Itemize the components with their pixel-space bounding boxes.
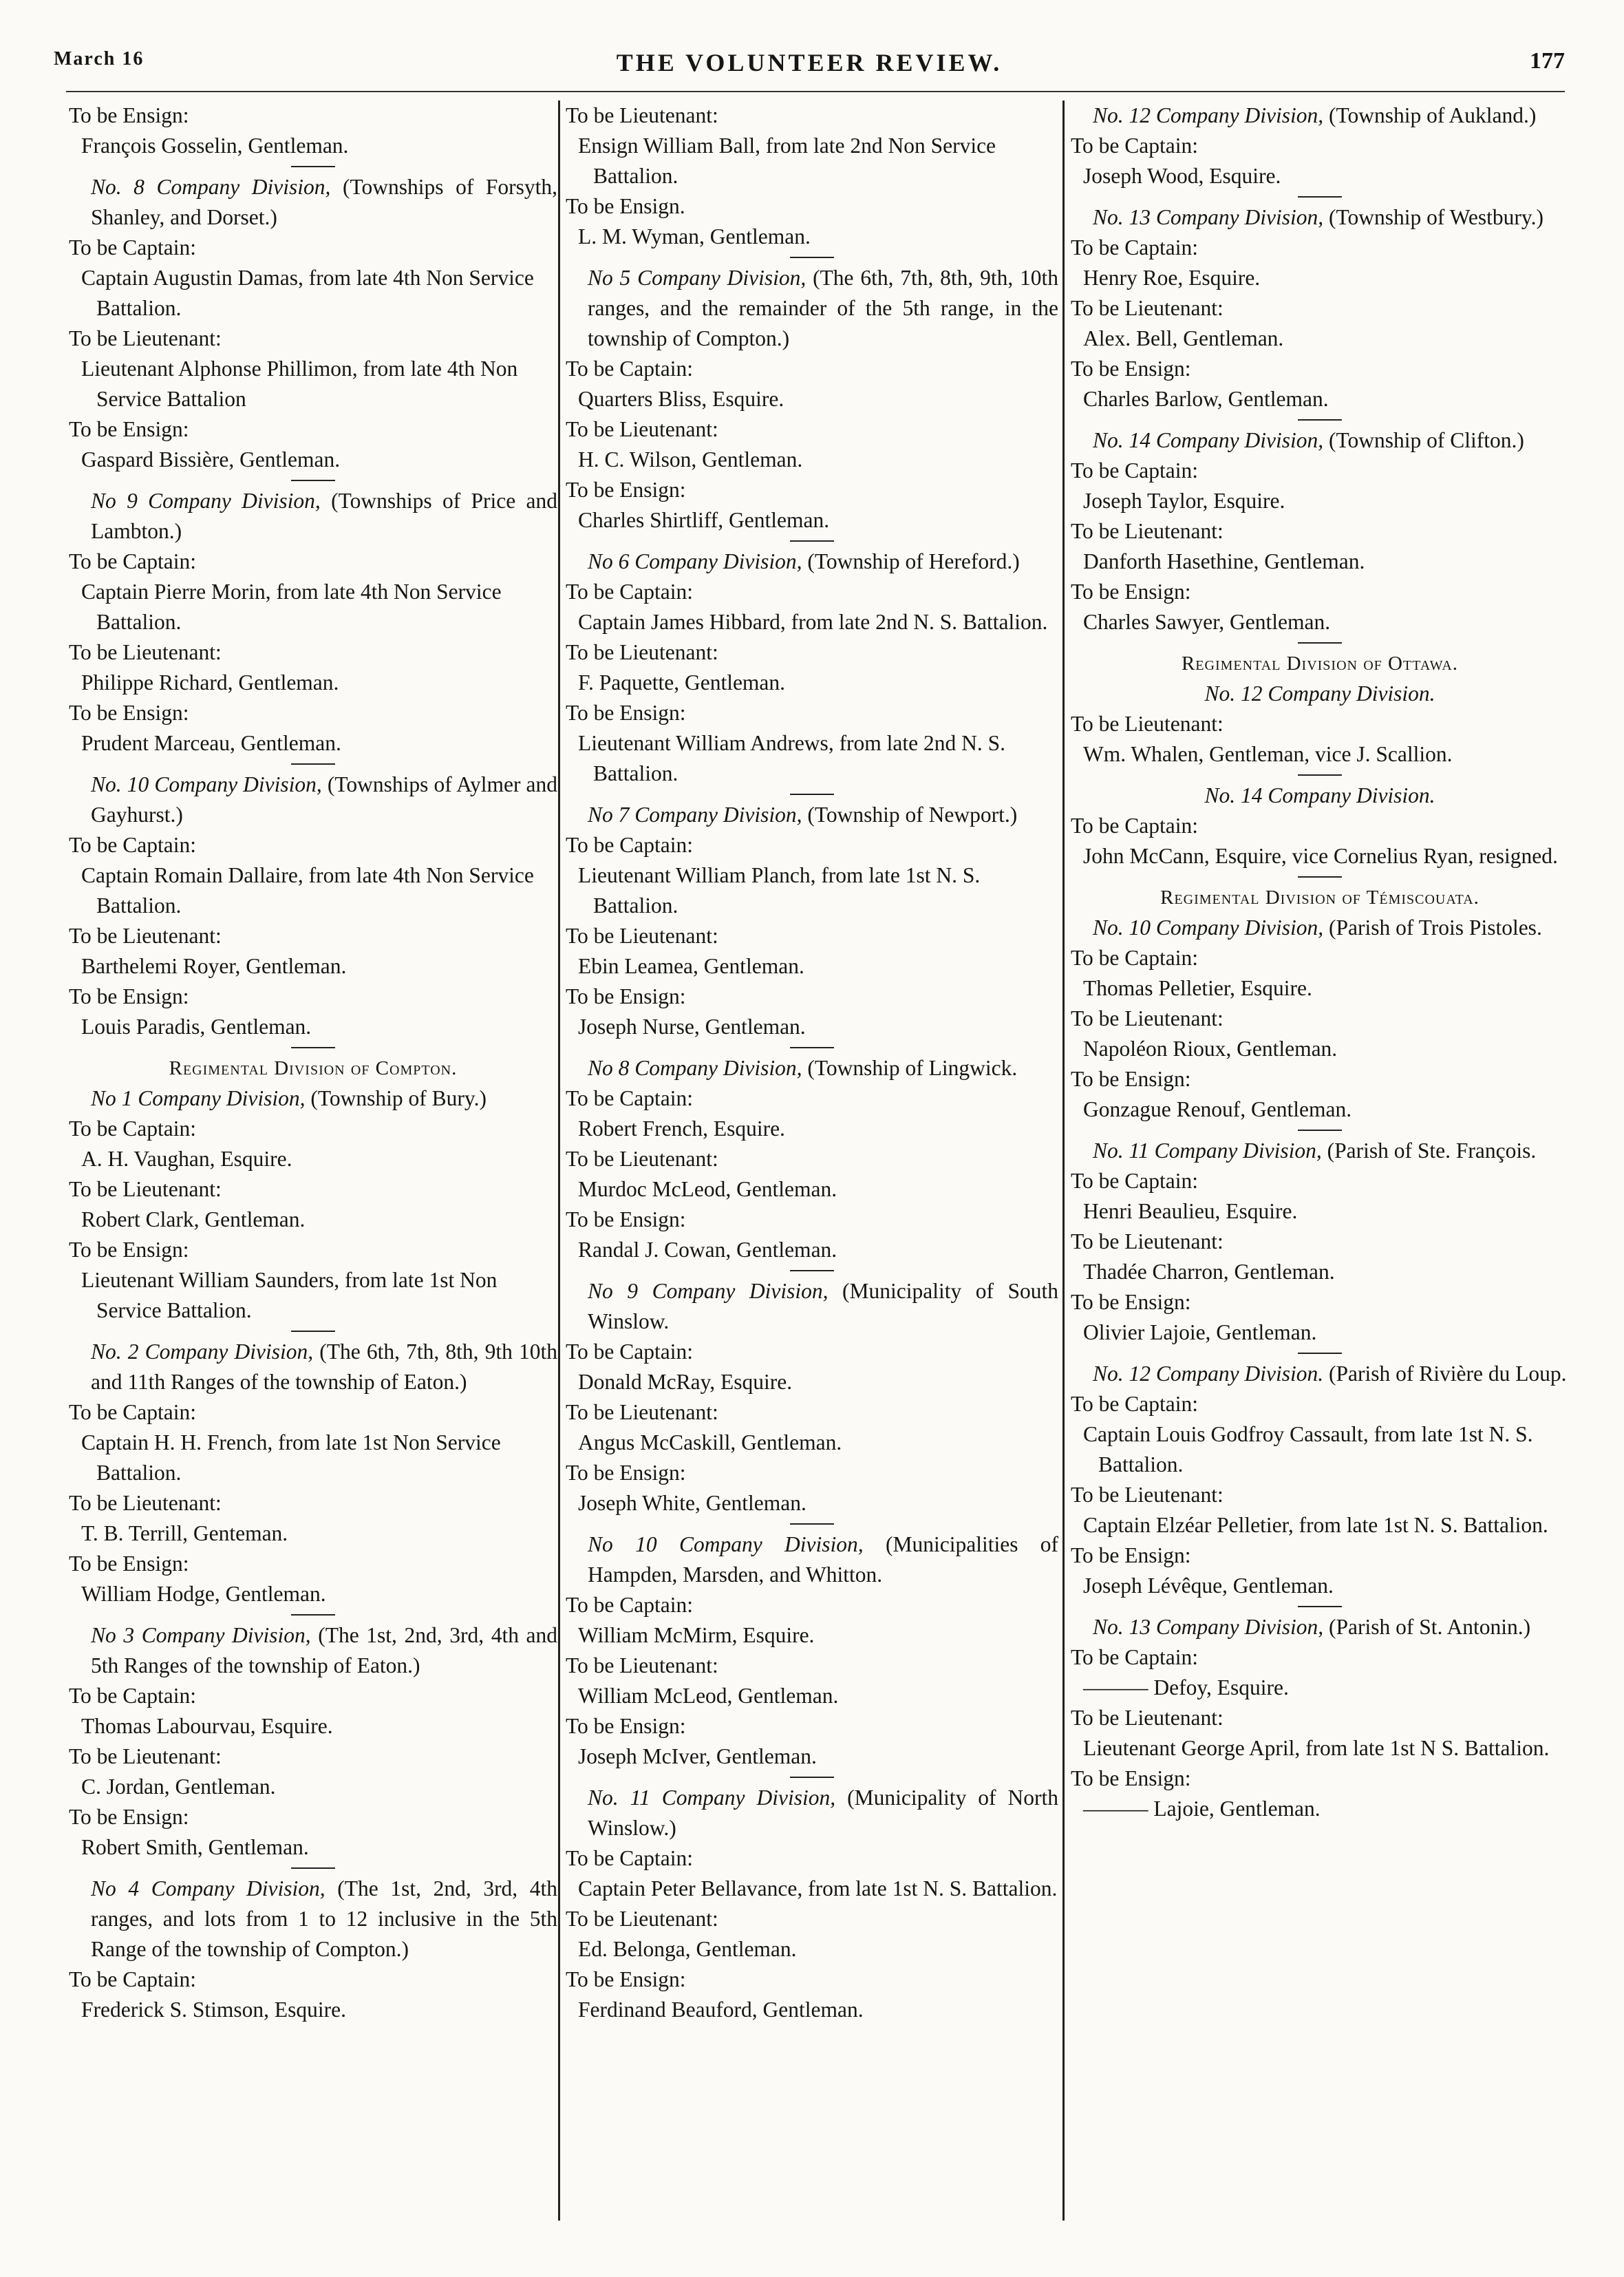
appointee-entry: Wm. Whalen, Gentleman, vice J. Scallion. [1083,742,1453,766]
division-label: Company Division, [637,266,806,290]
appointment-heading: To be Lieutenant: [69,1177,222,1201]
company-division-heading [1071,202,1569,233]
division-area: (Township of Lingwick. [807,1056,1018,1080]
appointment-heading: To be Ensign: [566,1461,686,1485]
division-number: No. 13 [1093,1615,1151,1639]
appointment-heading: To be Ensign: [566,984,686,1008]
appointment-heading: To be Captain: [69,235,197,260]
appointee-entry: L. M. Wyman, Gentleman. [578,224,811,248]
division-area: (Parish of Ste. François. [1327,1138,1537,1163]
appointment-heading: To be Ensign: [69,1238,189,1262]
appointment-heading: To be Ensign: [566,478,686,502]
appointment-heading: To be Captain: [1071,1169,1199,1193]
appointee-entry: Gonzague Renouf, Gentleman. [1083,1097,1352,1121]
appointment-heading: To be Ensign: [1071,357,1191,381]
division-label: Company Division, [634,803,802,827]
company-division-heading [69,1874,557,1964]
appointee-entry: H. C. Wilson, Gentleman. [578,447,803,472]
section-rule [291,1614,335,1616]
appointment-heading: To be Lieutenant: [566,103,718,127]
division-label: Company Division, [138,1086,306,1110]
appointment-heading: To be Lieutenant: [1071,296,1224,320]
division-label: Company Division, [1155,205,1324,229]
company-division-heading [1071,1612,1569,1642]
division-label: Company Division, [148,489,321,513]
section-rule [1298,642,1342,644]
appointee-entry: Joseph White, Gentleman. [578,1491,806,1515]
appointee-entry: Captain Elzéar Pelletier, from late 1st N. S. Battalion. [1083,1513,1548,1537]
header-rule [66,91,1565,92]
appointee-entry: C. Jordan, Gentleman. [81,1775,276,1799]
appointee-entry: ——— Defoy, Esquire. [1083,1675,1289,1699]
division-area: (Township of Clifton.) [1329,428,1524,452]
division-area: (The 6th, 7th, 8th, 9th, 10th ranges, and the remainder of the 5th range, in the township of Compton.) [588,266,1058,350]
appointment-heading: To be Captain: [566,580,694,604]
division-number: No 9 [91,489,138,513]
company-division-heading [1071,913,1569,943]
division-number: No. 12 [1093,1362,1151,1386]
column-middle [566,100,1058,2207]
division-number: No. 10 [1093,915,1151,940]
section-rule [291,480,335,481]
company-division-heading [69,1083,557,1114]
publication-title: THE VOLUNTEER REVIEW. [616,49,1003,76]
division-number: No. 12 [1204,681,1263,706]
appointment-heading: To be Lieutenant: [1071,1706,1224,1730]
division-area: (Municipality of South Winslow. [588,1279,1058,1333]
appointee-entry: Ferdinand Beauford, Gentleman. [578,1998,864,2022]
appointee-entry: Napoléon Rioux, Gentleman. [1083,1037,1338,1061]
appointee-entry: Quarters Bliss, Esquire. [578,387,784,411]
appointee-entry: Robert Clark, Gentleman. [81,1207,306,1231]
appointment-heading: To be Ensign: [69,984,189,1008]
division-label: Company Division, [634,1056,802,1080]
appointment-heading: To be Lieutenant: [566,1400,718,1424]
division-number: No. 11 [1093,1138,1149,1163]
section-rule [790,1777,834,1778]
company-division-heading [69,770,557,830]
appointee-entry: Donald McRay, Esquire. [578,1370,793,1394]
appointment-heading: To be Lieutenant: [1071,712,1224,736]
appointment-heading: To be Ensign: [1071,580,1191,604]
appointee-entry: Robert Smith, Gentleman. [81,1835,309,1859]
column-divider-1 [558,100,560,2221]
appointment-heading: To be Captain: [566,1339,694,1364]
division-label: Company Division, [154,772,322,796]
company-division-heading [69,1620,557,1681]
division-number: No 9 [588,1279,639,1303]
appointment-heading: To be Ensign: [69,1551,189,1576]
section-rule [291,763,335,765]
appointee-entry: Joseph Lévêque, Gentleman. [1083,1574,1334,1598]
division-number: No 5 [588,266,631,290]
appointment-heading: To be Ensign: [566,1967,686,1991]
division-area: (Township of Hereford.) [807,549,1020,573]
company-division-heading [1071,679,1569,709]
company-division-heading [566,1529,1058,1590]
appointee-entry: Captain Peter Bellavance, from late 1st N. S. Battalion. [578,1876,1058,1900]
appointment-heading: To be Ensign: [69,103,189,127]
appointee-entry: Ed. Belonga, Gentleman. [578,1937,797,1961]
section-rule [1298,774,1342,776]
section-rule [291,166,335,167]
company-division-heading [1071,1136,1569,1166]
appointment-heading: To be Ensign: [1071,1067,1191,1091]
appointee-entry: Alex. Bell, Gentleman. [1083,326,1284,350]
appointee-entry: Thadée Charron, Gentleman. [1083,1260,1335,1284]
division-area: (Township of Newport.) [807,803,1018,827]
appointment-heading: To be Captain: [1071,814,1199,838]
company-division-heading [566,1783,1058,1843]
appointment-heading: To be Captain: [566,1593,694,1617]
division-label: Company Division, [151,1876,325,1900]
division-label: Company Division, [679,1532,864,1556]
column-left [69,100,557,2207]
company-division-heading [566,1053,1058,1083]
appointment-heading: To be Lieutenant: [566,417,718,441]
section-rule [790,1523,834,1525]
division-number: No. 14 [1204,783,1263,807]
division-area: (Parish of Trois Pistoles. [1329,915,1542,940]
division-area: (Municipalities of Hampden, Marsden, and Whitton. [588,1532,1058,1587]
division-area: (Township of Bury.) [310,1086,487,1110]
appointment-heading: To be Lieutenant: [566,640,718,664]
company-division-heading [566,800,1058,830]
appointment-heading: To be Lieutenant: [566,1147,718,1171]
division-label: Company Division. [1268,783,1435,807]
section-rule [790,257,834,258]
appointment-heading: To be Lieutenant: [566,1907,718,1931]
appointee-entry: Joseph Taylor, Esquire. [1083,489,1285,513]
appointment-heading: To be Lieutenant: [69,924,222,948]
appointee-entry: Captain Louis Godfroy Cassault, from late 1st N. S. Battalion. [1083,1422,1533,1476]
division-area: (Township of Westbury.) [1329,205,1543,229]
appointment-heading: To be Captain: [1071,134,1199,158]
appointee-entry: William McLeod, Gentleman. [578,1684,839,1708]
section-rule [1298,196,1342,198]
division-area: (Municipality of North Winslow.) [588,1786,1058,1840]
appointee-entry: William Hodge, Gentleman. [81,1582,326,1606]
division-number: No. 11 [588,1786,650,1810]
appointee-entry: Gaspard Bissière, Gentleman. [81,447,341,472]
division-label: Company Division, [652,1279,829,1303]
division-area: (The 6th, 7th, 8th, 9th 10th and 11th Ranges of the township of Eaton.) [91,1339,557,1394]
section-rule [790,1047,834,1048]
column-right [1071,100,1569,2207]
division-area: (Townships of Forsyth, Shanley, and Dorset.) [91,175,557,229]
appointee-entry: Henry Roe, Esquire. [1083,266,1261,290]
appointee-entry: Joseph McIver, Gentleman. [578,1744,817,1768]
division-number: No. 14 [1093,428,1151,452]
division-area: (Parish of St. Antonin.) [1329,1615,1531,1639]
appointment-heading: To be Captain: [69,1400,197,1424]
appointment-heading: To be Ensign: [1071,1543,1191,1567]
appointment-heading: To be Captain: [566,833,694,857]
appointee-entry: Captain James Hibbard, from late 2nd N. S. Battalion. [578,610,1048,634]
section-rule [1298,419,1342,421]
appointment-heading: To be Ensign: [566,1207,686,1231]
appointment-heading: To be Lieutenant: [1071,1006,1224,1030]
appointee-entry: John McCann, Esquire, vice Cornelius Ryan, resigned. [1083,844,1558,868]
division-label: Company Division, [1155,428,1324,452]
appointee-entry: Olivier Lajoie, Gentleman. [1083,1320,1317,1344]
appointee-entry: Barthelemi Royer, Gentleman. [81,954,347,978]
appointee-entry: François Gosselin, Gentleman. [81,134,349,158]
appointment-heading: To be Lieutenant: [69,1491,222,1515]
section-rule [1298,1606,1342,1607]
division-number: No 8 [588,1056,630,1080]
division-label: Company Division. [1268,681,1435,706]
appointee-entry: Charles Barlow, Gentleman. [1083,387,1329,411]
appointee-entry: Lieutenant William Andrews, from late 2nd N. S. Battalion. [578,731,1006,785]
company-division-heading [69,172,557,233]
division-label: Company Division, [1154,1138,1322,1163]
appointee-entry: F. Paquette, Gentleman. [578,670,786,695]
appointment-heading: To be Ensign: [566,1714,686,1738]
section-rule [790,794,834,795]
division-number: No 3 [91,1623,135,1647]
division-label: Company Division. [1155,1362,1324,1386]
appointment-heading: To be Captain: [566,357,694,381]
appointment-heading: To be Lieutenant: [69,326,222,350]
appointee-entry: T. B. Terrill, Genteman. [81,1521,288,1545]
appointment-heading: To be Ensign: [69,701,189,725]
division-area: (Townships of Price and Lambton.) [91,489,557,543]
division-number: No 1 [91,1086,133,1110]
appointee-entry: Joseph Nurse, Gentleman. [578,1015,806,1039]
appointment-heading: To be Captain: [1071,1392,1199,1416]
division-area: (The 1st, 2nd, 3rd, 4th and 5th Ranges of the township of Eaton.) [91,1623,557,1677]
appointee-entry: Philippe Richard, Gentleman. [81,670,339,695]
division-number: No. 8 [91,175,145,199]
appointment-heading: To be Captain: [69,1684,197,1708]
appointee-entry: Lieutenant William Saunders, from late 1st Non Service Battalion. [81,1268,498,1322]
appointee-entry: Captain Augustin Damas, from late 4th Non Service Battalion. [81,266,534,320]
appointment-heading: To be Captain: [69,549,197,573]
division-area: (The 1st, 2nd, 3rd, 4th ranges, and lots from 1 to 12 inclusive in the 5th Range of the township of Compton.) [91,1876,557,1961]
page-number: 177 [1530,48,1565,74]
company-division-heading [1071,100,1569,131]
appointee-entry: Captain Romain Dallaire, from late 4th Non Service Battalion. [81,863,534,918]
company-division-heading [566,1276,1058,1337]
division-label: Company Division, [661,1786,836,1810]
section-rule [291,1867,335,1869]
division-number: No. 12 [1093,103,1151,127]
appointee-entry: Charles Shirtliff, Gentleman. [578,508,830,532]
division-number: No. 2 [91,1339,139,1364]
section-rule [1298,1130,1342,1131]
appointee-entry: Lieutenant Alphonse Phillimon, from late 4th Non Service Battalion [81,357,518,411]
division-label: Company Division, [1155,915,1324,940]
division-number: No 7 [588,803,630,827]
appointee-entry: Murdoc McLeod, Gentleman. [578,1177,837,1201]
appointment-heading: To be Lieutenant: [69,640,222,664]
appointee-entry: Charles Sawyer, Gentleman. [1083,610,1331,634]
appointee-entry: Captain H. H. French, from late 1st Non Service Battalion. [81,1430,501,1485]
appointee-entry: William McMirm, Esquire. [578,1623,815,1647]
appointment-heading: To be Captain: [69,833,197,857]
division-label: Company Division, [141,1623,311,1647]
regimental-division-heading: Regimental Division of Témiscouata. [1160,887,1479,909]
division-number: No. 10 [91,772,149,796]
division-label: Company Division, [1155,1615,1324,1639]
issue-date: March 16 [54,48,145,70]
division-label: Company Division, [1155,103,1324,127]
appointment-heading: To be Captain: [1071,946,1199,970]
section-rule [790,1270,834,1271]
division-area: (Parish of Rivière du Loup. [1329,1362,1567,1386]
appointment-heading: To be Lieutenant: [69,1744,222,1768]
section-rule [1298,876,1342,878]
company-division-heading [566,263,1058,354]
company-division-heading [566,547,1058,577]
appointment-heading: To be Lieutenant: [566,1653,718,1677]
page-header [54,48,1565,87]
appointee-entry: Lieutenant George April, from late 1st N S. Battalion. [1083,1736,1550,1760]
company-division-heading [1071,781,1569,811]
appointment-heading: To be Ensign: [1071,1290,1191,1314]
appointment-heading: To be Captain: [1071,458,1199,483]
appointee-entry: Captain Pierre Morin, from late 4th Non Service Battalion. [81,580,502,634]
division-number: No 4 [91,1876,140,1900]
division-area: (Township of Aukland.) [1329,103,1537,127]
division-label: Company Division, [634,549,802,573]
appointment-heading: To be Captain: [1071,1645,1199,1669]
appointee-entry: Randal J. Cowan, Gentleman. [578,1238,837,1262]
appointee-entry: A. H. Vaughan, Esquire. [81,1147,292,1171]
appointee-entry: Ensign William Ball, from late 2nd Non Service Battalion. [578,134,996,188]
appointment-heading: To be Captain: [1071,235,1199,260]
division-label: Company Division, [156,175,331,199]
appointment-heading: To be Ensign: [69,1805,189,1829]
appointment-heading: To be Lieutenant: [1071,519,1224,543]
section-rule [291,1047,335,1048]
section-rule [790,540,834,542]
appointment-heading: To be Ensign: [1071,1766,1191,1790]
appointment-heading: To be Captain: [566,1086,694,1110]
company-division-heading [1071,425,1569,456]
division-number: No. 13 [1093,205,1151,229]
division-number: No 10 [588,1532,657,1556]
appointee-entry: Lieutenant William Planch, from late 1st N. S. Battalion. [578,863,981,918]
column-divider-2 [1062,100,1065,2221]
company-division-heading [69,1337,557,1397]
appointment-heading: To be Captain: [69,1967,197,1991]
appointment-heading: To be Ensign: [566,701,686,725]
appointee-entry: Louis Paradis, Gentleman. [81,1015,312,1039]
appointee-entry: Frederick S. Stimson, Esquire. [81,1998,346,2022]
appointee-entry: Danforth Hasethine, Gentleman. [1083,549,1365,573]
appointment-heading: To be Ensign. [566,194,685,218]
appointee-entry: Prudent Marceau, Gentleman. [81,731,341,755]
appointment-heading: To be Lieutenant: [1071,1483,1224,1507]
regimental-division-heading: Regimental Division of Compton. [169,1057,458,1079]
appointment-heading: To be Lieutenant: [1071,1229,1224,1253]
division-label: Company Division, [145,1339,314,1364]
appointment-heading: To be Captain: [566,1846,694,1870]
appointee-entry: ——— Lajoie, Gentleman. [1083,1797,1321,1821]
appointee-entry: Angus McCaskill, Gentleman. [578,1430,842,1454]
appointment-heading: To be Lieutenant: [566,924,718,948]
appointee-entry: Thomas Pelletier, Esquire. [1083,976,1312,1000]
appointment-heading: To be Ensign: [69,417,189,441]
division-number: No 6 [588,549,630,573]
section-rule [291,1331,335,1332]
appointment-heading: To be Captain: [69,1116,197,1141]
appointee-entry: Henri Beaulieu, Esquire. [1083,1199,1298,1223]
appointee-entry: Robert French, Esquire. [578,1116,785,1141]
regimental-division-heading: Regimental Division of Ottawa. [1181,653,1459,675]
company-division-heading [1071,1359,1569,1389]
appointee-entry: Ebin Leamea, Gentleman. [578,954,804,978]
division-area: (Townships of Aylmer and Gayhurst.) [91,772,557,827]
appointee-entry: Joseph Wood, Esquire. [1083,164,1281,188]
company-division-heading [69,486,557,547]
section-rule [1298,1353,1342,1354]
appointee-entry: Thomas Labourvau, Esquire. [81,1714,333,1738]
